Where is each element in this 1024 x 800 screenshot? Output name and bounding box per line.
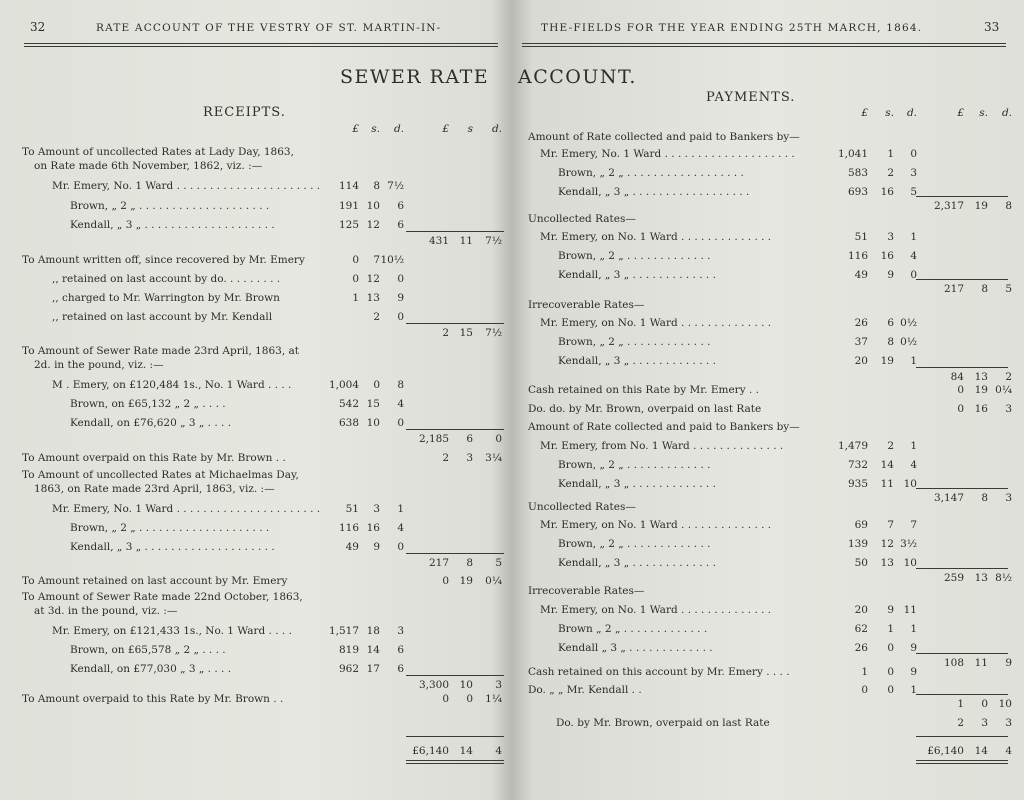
receipts-line-text: Brown, „ 2 „ . . . . . . . . . . . . . . . . . . . .: [70, 522, 270, 534]
payments-line-text: Brown, „ 2 „ . . . . . . . . . . . . .: [558, 459, 711, 471]
payments-subtotal-rule: [916, 568, 1008, 569]
payments-subtotal-rule: [916, 367, 1008, 368]
receipts-subtotal-rule: [406, 323, 504, 324]
receipts-amount: 5: [495, 557, 502, 569]
receipts-amount: 125: [338, 219, 359, 231]
payments-line-text: Mr. Emery, on No. 1 Ward . . . . . . . . . . . . . .: [540, 604, 772, 616]
payments-amount: 1,479: [837, 440, 868, 452]
payments-amount: 3: [1005, 717, 1012, 729]
payments-amount: 2,317: [933, 200, 964, 212]
payments-line-text: Kendall, „ 3 „ . . . . . . . . . . . . .: [558, 269, 716, 281]
receipts-line-text: Kendall, on £76,620 „ 3 „ . . . .: [70, 417, 232, 429]
payments-amount: 9: [887, 604, 894, 616]
payments-line-text: Mr. Emery, No. 1 Ward . . . . . . . . . . . . . . . . . . . .: [540, 148, 795, 160]
payments-col-head: s.: [979, 107, 988, 119]
payments-line-text: Do. by Mr. Brown, overpaid on last Rate: [556, 717, 770, 729]
left-running-head: RATE ACCOUNT OF THE VESTRY OF ST. MARTIN-IN-: [96, 22, 442, 34]
receipts-amount: 542: [338, 398, 359, 410]
receipts-amount: 0: [442, 693, 449, 705]
receipts-amount: 16: [366, 522, 380, 534]
receipts-line-text: 2d. in the pound, viz. :—: [34, 359, 164, 371]
payments-line-text: Irrecoverable Rates—: [528, 585, 645, 597]
receipts-amount: 2: [442, 452, 449, 464]
receipts-total-top-rule: [406, 736, 504, 737]
payments-amount: 9: [887, 269, 894, 281]
left-header-rule: [24, 43, 498, 47]
payments-amount: 0: [981, 698, 988, 710]
receipts-amount: 2: [373, 311, 380, 323]
receipts-amount: 6: [397, 200, 404, 212]
receipts-amount: 2: [442, 327, 449, 339]
payments-amount: 50: [854, 557, 868, 569]
receipts-amount: 13: [366, 292, 380, 304]
payments-amount: 6: [887, 317, 894, 329]
payments-amount: 1: [910, 684, 917, 696]
payments-amount: 4: [910, 250, 917, 262]
payments-subtotal-rule: [916, 279, 1008, 280]
receipts-amount: 7½: [485, 327, 502, 339]
payments-amount: 0: [887, 666, 894, 678]
payments-line-text: Kendall, „ 3 „ . . . . . . . . . . . . .: [558, 355, 716, 367]
payments-amount: 116: [847, 250, 868, 262]
payments-amount: 2: [957, 717, 964, 729]
payments-total-amount: £6,140: [927, 745, 964, 757]
payments-amount: 13: [974, 572, 988, 584]
title-right: ACCOUNT.: [518, 66, 637, 88]
payments-amount: 108: [943, 657, 964, 669]
payments-amount: 3: [910, 167, 917, 179]
receipts-subtotal-rule: [406, 675, 504, 676]
payments-amount: 20: [854, 355, 868, 367]
receipts-amount: 17: [366, 663, 380, 675]
payments-amount: 693: [847, 186, 868, 198]
payments-line-text: Mr. Emery, from No. 1 Ward . . . . . . . . . . . . . .: [540, 440, 784, 452]
receipts-amount: 19: [459, 575, 473, 587]
right-page-number: 33: [984, 20, 1000, 34]
payments-amount: 1: [957, 698, 964, 710]
payments-amount: 10: [998, 698, 1012, 710]
payments-amount: 19: [974, 200, 988, 212]
receipts-line-text: ,, retained on last account by Mr. Kendall: [52, 311, 273, 323]
payments-amount: 13: [974, 371, 988, 383]
payments-line-text: Kendall, „ 3 „ . . . . . . . . . . . . . . . . . .: [558, 186, 750, 198]
payments-amount: 0½: [900, 317, 917, 329]
payments-amount: 1: [910, 355, 917, 367]
receipts-total-amount: £6,140: [412, 745, 449, 757]
payments-amount: 3: [1005, 403, 1012, 415]
receipts-amount: 3: [397, 625, 404, 637]
payments-line-text: Cash retained on this account by Mr. Emery . . . .: [528, 666, 790, 678]
payments-line-text: Brown, „ 2 „ . . . . . . . . . . . . .: [558, 336, 711, 348]
payments-amount: 3½: [900, 538, 917, 550]
receipts-amount: 1,517: [328, 625, 359, 637]
payments-amount: 51: [854, 231, 868, 243]
payments-amount: 5: [910, 186, 917, 198]
receipts-amount: 10: [366, 417, 380, 429]
payments-amount: 37: [854, 336, 868, 348]
receipts-line-text: Mr. Emery, No. 1 Ward . . . . . . . . . . . . . . . . . . . . . .: [52, 503, 321, 515]
receipts-amount: 0: [397, 417, 404, 429]
receipts-line-text: To Amount of Sewer Rate made 23rd April, 1863, at: [22, 345, 299, 357]
receipts-amount: 191: [338, 200, 359, 212]
receipts-amount: 3: [495, 679, 502, 691]
receipts-amount: 15: [366, 398, 380, 410]
payments-amount: 0¼: [995, 384, 1012, 396]
payments-amount: 0: [910, 148, 917, 160]
receipts-col-head: d.: [491, 123, 502, 135]
receipts-amount: 10½: [380, 254, 404, 266]
receipts-amount: 0: [352, 273, 359, 285]
payments-amount: 16: [880, 250, 894, 262]
receipts-amount: 3¼: [485, 452, 502, 464]
receipts-amount: 1: [397, 503, 404, 515]
payments-amount: 8: [887, 336, 894, 348]
receipts-line-text: To Amount of uncollected Rates at Michaelmas Day,: [22, 469, 299, 481]
receipts-line-text: Kendall, on £77,030 „ 3 „ . . . .: [70, 663, 232, 675]
receipts-amount: 14: [366, 644, 380, 656]
payments-amount: 49: [854, 269, 868, 281]
payments-amount: 139: [847, 538, 868, 550]
receipts-amount: 6: [466, 433, 473, 445]
payments-amount: 1,041: [837, 148, 868, 160]
receipts-line-text: To Amount overpaid to this Rate by Mr. Brown . .: [22, 693, 284, 705]
payments-subtotal-rule: [916, 694, 1008, 695]
payments-amount: 732: [847, 459, 868, 471]
payments-line-text: Brown „ 2 „ . . . . . . . . . . . . .: [558, 623, 708, 635]
receipts-line-text: To Amount of uncollected Rates at Lady Day, 1863,: [22, 146, 294, 158]
payments-line-text: Uncollected Rates—: [528, 213, 636, 225]
receipts-amount: 0¼: [485, 575, 502, 587]
receipts-amount: 0: [495, 433, 502, 445]
receipts-amount: 0: [397, 311, 404, 323]
payments-col-head: s.: [885, 107, 894, 119]
payments-amount: 0: [887, 642, 894, 654]
payments-amount: 10: [903, 478, 917, 490]
payments-amount: 14: [880, 459, 894, 471]
receipts-col-head: s: [467, 123, 473, 135]
payments-amount: 0: [957, 384, 964, 396]
payments-total-top-rule: [916, 736, 1008, 737]
payments-amount: 8: [1005, 200, 1012, 212]
payments-amount: 3,147: [933, 492, 964, 504]
payments-line-text: Amount of Rate collected and paid to Bankers by—: [528, 421, 800, 433]
payments-subtotal-rule: [916, 196, 1008, 197]
receipts-amount: 10: [366, 200, 380, 212]
payments-subtotal-rule: [916, 488, 1008, 489]
payments-amount: 13: [880, 557, 894, 569]
receipts-amount: 49: [345, 541, 359, 553]
receipts-subtotal-rule: [406, 429, 504, 430]
payments-amount: 2: [1005, 371, 1012, 383]
receipts-amount: 2,185: [418, 433, 449, 445]
receipts-amount: 819: [338, 644, 359, 656]
payments-line-text: Irrecoverable Rates—: [528, 299, 645, 311]
payments-amount: 3: [1005, 492, 1012, 504]
receipts-line-text: ,, retained on last account by do. . . . . . . . .: [52, 273, 281, 285]
payments-col-head: £: [861, 107, 868, 119]
payments-amount: 1: [887, 148, 894, 160]
receipts-amount: 3: [466, 452, 473, 464]
payments-amount: 9: [910, 642, 917, 654]
receipts-line-text: To Amount of Sewer Rate made 22nd October, 1863,: [22, 591, 303, 603]
receipts-amount: 15: [459, 327, 473, 339]
receipts-amount: 431: [428, 235, 449, 247]
receipts-amount: 7½: [485, 235, 502, 247]
payments-amount: 8: [981, 283, 988, 295]
payments-amount: 2: [887, 440, 894, 452]
receipts-amount: 6: [397, 219, 404, 231]
receipts-amount: 0: [352, 254, 359, 266]
payments-amount: 7: [910, 519, 917, 531]
receipts-amount: 8: [373, 180, 380, 192]
payments-amount: 0: [887, 684, 894, 696]
payments-amount: 8: [981, 492, 988, 504]
payments-amount: 11: [880, 478, 894, 490]
payments-amount: 16: [974, 403, 988, 415]
payments-amount: 19: [974, 384, 988, 396]
payments-amount: 5: [1005, 283, 1012, 295]
payments-amount: 0: [910, 269, 917, 281]
payments-amount: 935: [847, 478, 868, 490]
title-left: SEWER RATE: [340, 66, 490, 88]
receipts-line-text: M . Emery, on £120,484 1s., No. 1 Ward . . . .: [52, 379, 292, 391]
payments-amount: 3: [981, 717, 988, 729]
payments-amount: 19: [880, 355, 894, 367]
receipts-total-amount: 14: [459, 745, 473, 757]
receipts-amount: 1,004: [328, 379, 359, 391]
payments-amount: 84: [950, 371, 964, 383]
right-header-rule: [522, 43, 1006, 47]
payments-amount: 26: [854, 317, 868, 329]
receipts-total-amount: 4: [495, 745, 502, 757]
receipts-line-text: Mr. Emery, on £121,433 1s., No. 1 Ward . . . .: [52, 625, 292, 637]
receipts-amount: 10: [459, 679, 473, 691]
payments-amount: 20: [854, 604, 868, 616]
payments-line-text: Do. „ „ Mr. Kendall . .: [528, 684, 642, 696]
payments-amount: 8½: [995, 572, 1012, 584]
payments-amount: 69: [854, 519, 868, 531]
payments-total-amount: 14: [974, 745, 988, 757]
receipts-line-text: To Amount overpaid on this Rate by Mr. Brown . .: [22, 452, 286, 464]
receipts-amount: 3,300: [418, 679, 449, 691]
receipts-amount: 1: [352, 292, 359, 304]
payments-amount: 1: [861, 666, 868, 678]
receipts-amount: 9: [397, 292, 404, 304]
payments-line-text: Mr. Emery, on No. 1 Ward . . . . . . . . . . . . . .: [540, 231, 772, 243]
payments-amount: 1: [910, 440, 917, 452]
receipts-amount: 8: [397, 379, 404, 391]
payments-line-text: Amount of Rate collected and paid to Bankers by—: [528, 131, 800, 143]
receipts-line-text: Brown, on £65,132 „ 2 „ . . . .: [70, 398, 226, 410]
payments-amount: 1: [910, 231, 917, 243]
receipts-col-head: £: [352, 123, 359, 135]
receipts-amount: 0: [466, 693, 473, 705]
payments-line-text: Uncollected Rates—: [528, 501, 636, 513]
left-page-number: 32: [30, 20, 46, 34]
receipts-line-text: Kendall, „ 3 „ . . . . . . . . . . . . . . . . . . . .: [70, 541, 275, 553]
payments-amount: 11: [903, 604, 917, 616]
payments-amount: 0: [861, 684, 868, 696]
payments-line-text: Brown, „ 2 „ . . . . . . . . . . . . . . . . . .: [558, 167, 744, 179]
payments-line-text: Brown, „ 2 „ . . . . . . . . . . . . .: [558, 250, 711, 262]
payments-line-text: Mr. Emery, on No. 1 Ward . . . . . . . . . . . . . .: [540, 519, 772, 531]
receipts-amount: 114: [338, 180, 359, 192]
payments-total-double-rule: [916, 760, 1008, 764]
receipts-amount: 6: [397, 644, 404, 656]
payments-total-amount: 4: [1005, 745, 1012, 757]
payments-amount: 1: [910, 623, 917, 635]
receipts-amount: 51: [345, 503, 359, 515]
payments-amount: 26: [854, 642, 868, 654]
receipts-line-text: at 3d. in the pound, viz. :—: [34, 605, 178, 617]
payments-amount: 9: [1005, 657, 1012, 669]
payments-col-head: d.: [1001, 107, 1012, 119]
receipts-amount: 0: [442, 575, 449, 587]
receipts-amount: 11: [459, 235, 473, 247]
payments-heading: PAYMENTS.: [706, 90, 796, 105]
payments-amount: 1: [887, 623, 894, 635]
receipts-subtotal-rule: [406, 553, 504, 554]
payments-line-text: Kendall, „ 3 „ . . . . . . . . . . . . .: [558, 478, 716, 490]
payments-amount: 10: [903, 557, 917, 569]
receipts-col-head: s.: [371, 123, 380, 135]
payments-amount: 12: [880, 538, 894, 550]
payments-col-head: £: [957, 107, 964, 119]
receipts-line-text: Brown, „ 2 „ . . . . . . . . . . . . . . . . . . . .: [70, 200, 270, 212]
receipts-amount: 12: [366, 219, 380, 231]
receipts-amount: 4: [397, 522, 404, 534]
receipts-line-text: To Amount written off, since recovered by Mr. Emery: [22, 254, 305, 266]
payments-line-text: Mr. Emery, on No. 1 Ward . . . . . . . . . . . . . .: [540, 317, 772, 329]
receipts-line-text: Brown, on £65,578 „ 2 „ . . . .: [70, 644, 226, 656]
receipts-amount: 9: [373, 541, 380, 553]
payments-amount: 217: [943, 283, 964, 295]
payments-line-text: Kendall „ 3 „ . . . . . . . . . . . . .: [558, 642, 713, 654]
payments-subtotal-rule: [916, 653, 1008, 654]
receipts-amount: 12: [366, 273, 380, 285]
receipts-amount: 116: [338, 522, 359, 534]
receipts-line-text: Mr. Emery, No. 1 Ward . . . . . . . . . . . . . . . . . . . . . .: [52, 180, 321, 192]
payments-col-head: d.: [906, 107, 917, 119]
receipts-amount: 18: [366, 625, 380, 637]
payments-amount: 4: [910, 459, 917, 471]
receipts-line-text: 1863, on Rate made 23rd April, 1863, viz. :—: [34, 483, 275, 495]
payments-line-text: Cash retained on this Rate by Mr. Emery . .: [528, 384, 759, 396]
receipts-amount: 7: [373, 254, 380, 266]
payments-amount: 259: [943, 572, 964, 584]
payments-amount: 62: [854, 623, 868, 635]
receipts-amount: 638: [338, 417, 359, 429]
receipts-amount: 217: [428, 557, 449, 569]
payments-line-text: Kendall, „ 3 „ . . . . . . . . . . . . .: [558, 557, 716, 569]
payments-line-text: Do. do. by Mr. Brown, overpaid on last Rate: [528, 403, 762, 415]
payments-amount: 7: [887, 519, 894, 531]
receipts-amount: 3: [373, 503, 380, 515]
payments-amount: 583: [847, 167, 868, 179]
receipts-line-text: ,, charged to Mr. Warrington by Mr. Brown: [52, 292, 280, 304]
receipts-amount: 0: [397, 273, 404, 285]
receipts-subtotal-rule: [406, 231, 504, 232]
receipts-amount: 7½: [387, 180, 404, 192]
right-running-head: THE-FIELDS FOR THE YEAR ENDING 25TH MARCH, 1864.: [541, 22, 923, 34]
receipts-line-text: on Rate made 6th November, 1862, viz. :—: [34, 160, 263, 172]
payments-amount: 9: [910, 666, 917, 678]
receipts-line-text: Kendall, „ 3 „ . . . . . . . . . . . . . . . . . . . .: [70, 219, 275, 231]
receipts-total-double-rule: [406, 760, 504, 764]
receipts-amount: 1¼: [485, 693, 502, 705]
payments-line-text: Brown, „ 2 „ . . . . . . . . . . . . .: [558, 538, 711, 550]
receipts-amount: 6: [397, 663, 404, 675]
receipts-col-head: £: [442, 123, 449, 135]
payments-amount: 2: [887, 167, 894, 179]
receipts-col-head: d.: [393, 123, 404, 135]
receipts-amount: 4: [397, 398, 404, 410]
receipts-line-text: To Amount retained on last account by Mr. Emery: [22, 575, 288, 587]
payments-amount: 11: [974, 657, 988, 669]
receipts-amount: 962: [338, 663, 359, 675]
receipts-heading: RECEIPTS.: [203, 105, 286, 120]
receipts-amount: 8: [466, 557, 473, 569]
payments-amount: 3: [887, 231, 894, 243]
receipts-amount: 0: [397, 541, 404, 553]
receipts-amount: 0: [373, 379, 380, 391]
payments-amount: 0½: [900, 336, 917, 348]
payments-amount: 16: [880, 186, 894, 198]
payments-amount: 0: [957, 403, 964, 415]
